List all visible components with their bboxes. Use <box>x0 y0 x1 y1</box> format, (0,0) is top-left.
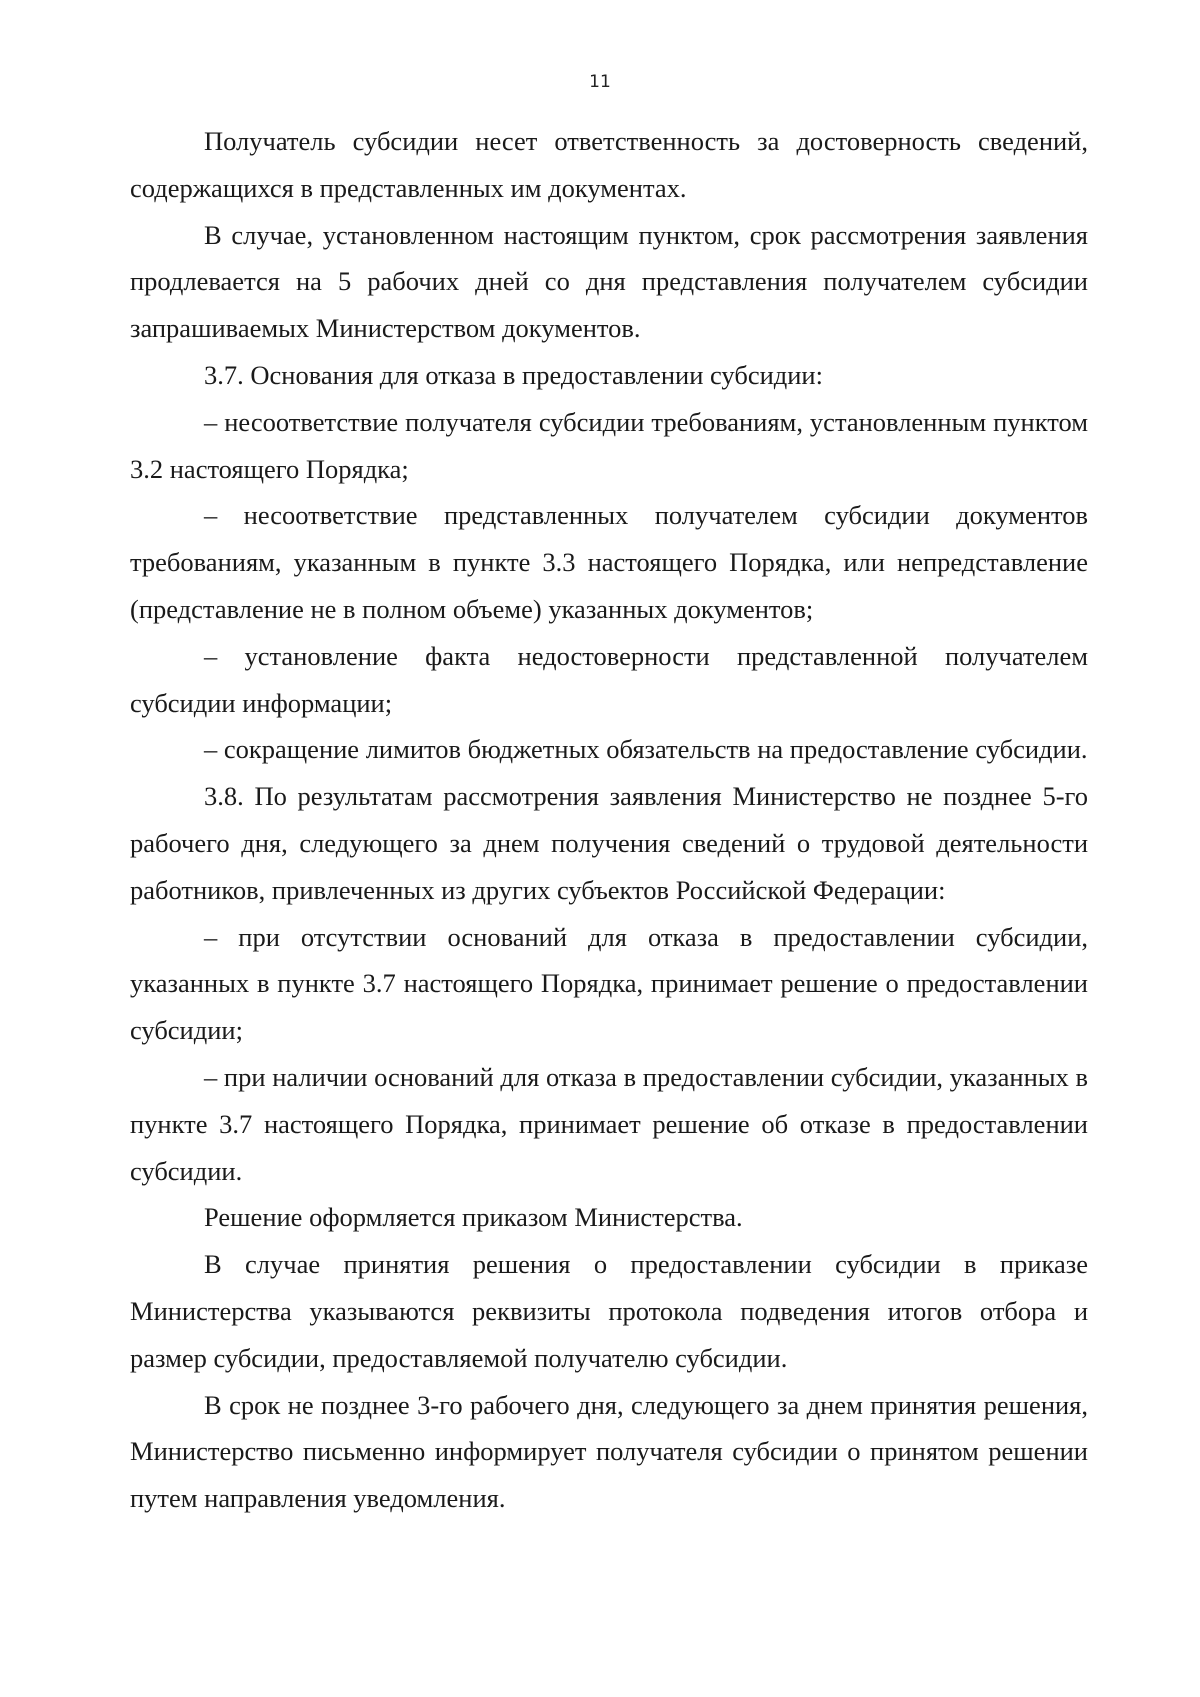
document-body <box>130 118 1088 1522</box>
paragraph-recipient-responsibility: Получатель субсидии несет ответственность за достоверность сведений, содержащихся в представленных им документах. <box>130 126 1088 203</box>
paragraph-3-7-heading: 3.7. Основания для отказа в предоставлении субсидии: <box>204 359 823 390</box>
list-item-budget-limits: – сокращение лимитов бюджетных обязательств на предоставление субсидии. <box>204 734 1088 765</box>
page-number: 11 <box>589 72 611 92</box>
list-item-grant-decision: – при отсутствии оснований для отказа в предоставлении субсидии, указанных в пункте 3.7 настоящего Порядка, принимает решение о предоставлении субсидии; <box>130 921 1088 1046</box>
list-item-false-information: – установление факта недостоверности представленной получателем субсидии информации; <box>130 640 1088 718</box>
paragraph-review-extension: В случае, установленном настоящим пунктом, срок рассмотрения заявления продлевается на 5 рабочих дней со дня представления получателем субсидии запрашиваемых Министерством документов. <box>130 219 1088 344</box>
paragraph-3-8-review-results: 3.8. По результатам рассмотрения заявления Министерство не позднее 5-го рабочего дня, следующего за днем получения сведений о трудовой деятельности работников, привлеченных из других субъектов Российской Федерации: <box>130 781 1088 905</box>
paragraph-order-details: В случае принятия решения о предоставлении субсидии в приказе Министерства указываются реквизиты протокола подведения итогов отбора и размер субсидии, предоставляемой получателю субсидии. <box>130 1249 1088 1373</box>
list-item-documents-mismatch: – несоответствие представленных получателем субсидии документов требованиям, указанным в пункте 3.3 настоящего Порядка, или непредставление (представление не в полном объеме) указанных документов; <box>130 500 1088 624</box>
paragraph-notification: В срок не позднее 3-го рабочего дня, следующего за днем принятия решения, Министерство письменно информирует получателя субсидии о принятом решении путем направления уведомления. <box>130 1389 1088 1514</box>
paragraph-decision-order: Решение оформляется приказом Министерства. <box>204 1202 743 1233</box>
list-item-requirements-mismatch: – несоответствие получателя субсидии требованиям, установленным пунктом 3.2 настоящего Порядка; <box>130 406 1088 484</box>
list-item-refusal-decision: – при наличии оснований для отказа в предоставлении субсидии, указанных в пункте 3.7 настоящего Порядка, принимает решение об отказе в предоставлении субсидии. <box>130 1061 1088 1186</box>
